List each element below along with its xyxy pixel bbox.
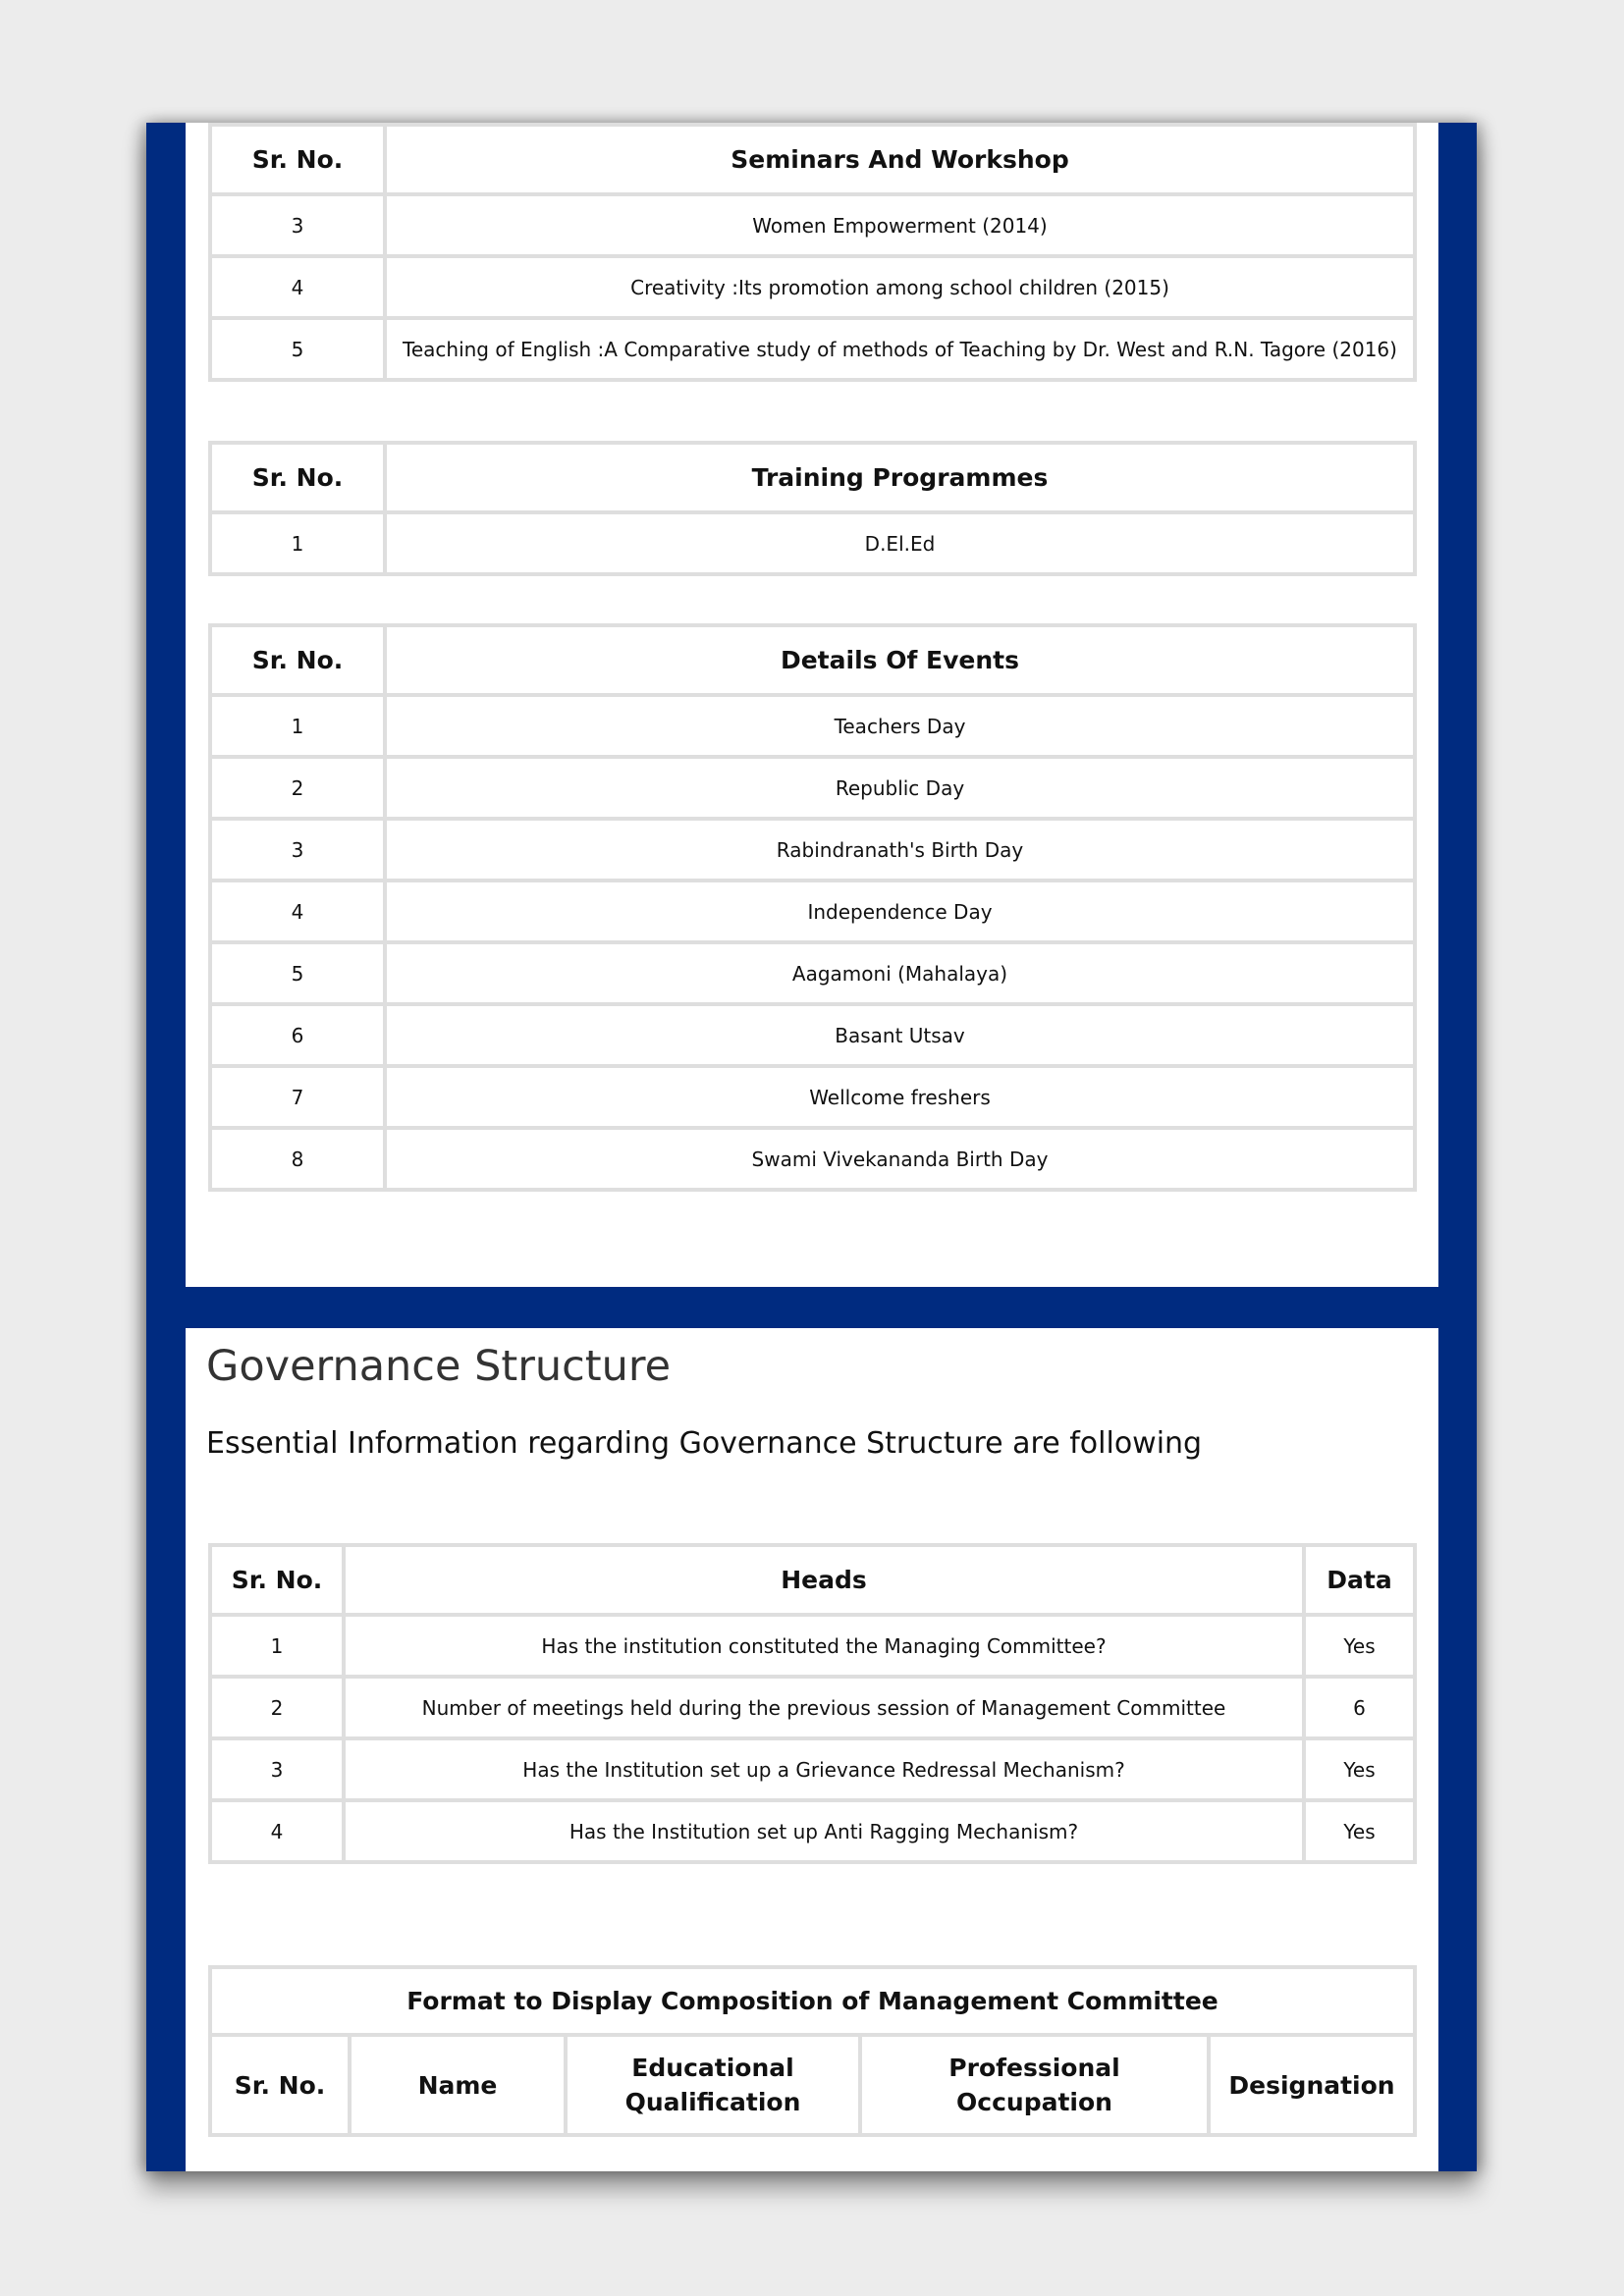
data-cell: Yes <box>1304 1738 1415 1800</box>
occupation-header: Professional Occupation <box>860 2035 1209 2135</box>
table-header-row <box>210 1545 1415 1615</box>
seminars-header: Seminars And Workshop <box>385 125 1415 194</box>
table-row <box>210 881 1415 942</box>
event-cell: Republic Day <box>385 757 1415 819</box>
table-title-row <box>210 1967 1415 2035</box>
seminars-table <box>208 123 1417 382</box>
head-cell: Has the Institution set up Anti Ragging Mechanism? <box>344 1800 1304 1862</box>
event-cell: Wellcome freshers <box>385 1066 1415 1128</box>
sr-no-cell: 4 <box>210 881 385 942</box>
table-header-row <box>210 125 1415 194</box>
table-row <box>210 512 1415 574</box>
sr-no-header: Sr. No. <box>210 443 385 512</box>
management-committee-table <box>208 1965 1417 2137</box>
sr-no-cell: 1 <box>210 512 385 574</box>
sr-no-cell: 7 <box>210 1066 385 1128</box>
name-header: Name <box>350 2035 566 2135</box>
table-header-row <box>210 2035 1415 2135</box>
sr-no-header: Sr. No. <box>210 2035 350 2135</box>
table-row <box>210 1738 1415 1800</box>
table-row <box>210 256 1415 318</box>
designation-header: Designation <box>1209 2035 1415 2135</box>
training-cell: D.El.Ed <box>385 512 1415 574</box>
table-row <box>210 194 1415 256</box>
table-row <box>210 942 1415 1004</box>
sr-no-cell: 4 <box>210 256 385 318</box>
table-row <box>210 1066 1415 1128</box>
sr-no-cell: 2 <box>210 1677 344 1738</box>
table-row <box>210 1128 1415 1190</box>
table-header-row <box>210 625 1415 695</box>
head-cell: Has the Institution set up a Grievance Redressal Mechanism? <box>344 1738 1304 1800</box>
activities-card <box>186 123 1438 1287</box>
sr-no-cell: 3 <box>210 1738 344 1800</box>
governance-table <box>208 1543 1417 1864</box>
training-table <box>208 441 1417 576</box>
sr-no-cell: 5 <box>210 942 385 1004</box>
table-row <box>210 695 1415 757</box>
sr-no-cell: 3 <box>210 194 385 256</box>
event-cell: Teachers Day <box>385 695 1415 757</box>
sr-no-cell: 1 <box>210 1615 344 1677</box>
table-row <box>210 819 1415 881</box>
table-row <box>210 1004 1415 1066</box>
event-cell: Basant Utsav <box>385 1004 1415 1066</box>
heads-header: Heads <box>344 1545 1304 1615</box>
sr-no-cell: 6 <box>210 1004 385 1066</box>
management-table-title: Format to Display Composition of Management Committee <box>210 1967 1415 2035</box>
data-cell: Yes <box>1304 1800 1415 1862</box>
data-header: Data <box>1304 1545 1415 1615</box>
sr-no-header: Sr. No. <box>210 1545 344 1615</box>
sr-no-cell: 1 <box>210 695 385 757</box>
data-cell: 6 <box>1304 1677 1415 1738</box>
seminar-cell: Women Empowerment (2014) <box>385 194 1415 256</box>
table-row <box>210 757 1415 819</box>
sr-no-cell: 2 <box>210 757 385 819</box>
table-row <box>210 1800 1415 1862</box>
head-cell: Number of meetings held during the previous session of Management Committee <box>344 1677 1304 1738</box>
sr-no-cell: 5 <box>210 318 385 380</box>
section-title: Governance Structure <box>206 1342 672 1391</box>
data-cell: Yes <box>1304 1615 1415 1677</box>
event-cell: Independence Day <box>385 881 1415 942</box>
seminar-cell: Teaching of English :A Comparative study of methods of Teaching by Dr. West and R.N. Tagore (2016) <box>385 318 1415 380</box>
page-frame <box>146 123 1477 2171</box>
head-cell: Has the institution constituted the Managing Committee? <box>344 1615 1304 1677</box>
sr-no-header: Sr. No. <box>210 625 385 695</box>
section-subtitle: Essential Information regarding Governance Structure are following <box>206 1426 1203 1461</box>
sr-no-cell: 4 <box>210 1800 344 1862</box>
training-header: Training Programmes <box>385 443 1415 512</box>
governance-card <box>186 1328 1438 2171</box>
table-row <box>210 318 1415 380</box>
event-cell: Rabindranath's Birth Day <box>385 819 1415 881</box>
seminar-cell: Creativity :Its promotion among school children (2015) <box>385 256 1415 318</box>
table-row <box>210 1677 1415 1738</box>
qualification-header: Educational Qualification <box>566 2035 860 2135</box>
table-row <box>210 1615 1415 1677</box>
event-cell: Swami Vivekananda Birth Day <box>385 1128 1415 1190</box>
sr-no-cell: 3 <box>210 819 385 881</box>
event-cell: Aagamoni (Mahalaya) <box>385 942 1415 1004</box>
table-header-row <box>210 443 1415 512</box>
events-header: Details Of Events <box>385 625 1415 695</box>
sr-no-header: Sr. No. <box>210 125 385 194</box>
sr-no-cell: 8 <box>210 1128 385 1190</box>
events-table <box>208 623 1417 1192</box>
